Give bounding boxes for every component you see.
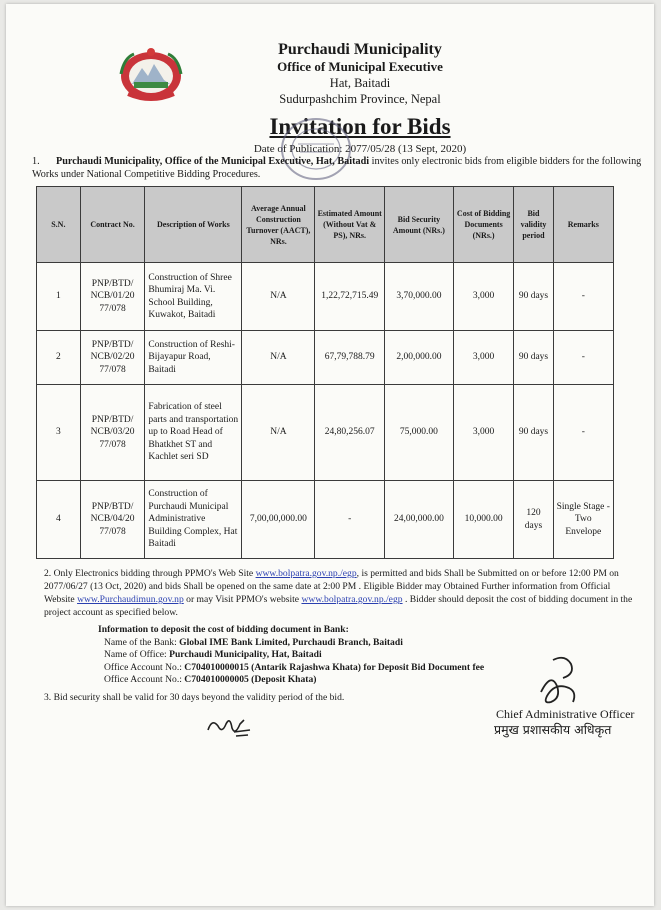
cell-estimate: 67,79,788.79	[315, 331, 384, 385]
cell-estimate: 24,80,256.07	[315, 385, 384, 481]
handwritten-signature-icon	[204, 712, 252, 742]
officer-signature-icon	[521, 652, 591, 712]
table-row	[37, 481, 614, 559]
cell-validity: 90 days	[514, 331, 553, 385]
office-name: Office of Municipal Executive	[277, 59, 443, 74]
header-estimate: Estimated Amount (Without Vat & PS), NRs.	[315, 187, 384, 263]
header-sn: S.N.	[37, 187, 81, 263]
cell-cost: 3,000	[453, 385, 514, 481]
intro-org: Purchaudi Municipality, Office of the Municipal Executive, Hat, Baitadi	[56, 156, 370, 167]
cell-sn: 4	[37, 481, 81, 559]
cell-validity: 120 days	[514, 481, 553, 559]
account-value-2: C704010000005 (Deposit Khata)	[184, 674, 317, 685]
cell-remarks: -	[553, 385, 613, 481]
cell-security: 2,00,000.00	[384, 331, 453, 385]
header-remarks: Remarks	[553, 187, 613, 263]
cell-remarks: -	[553, 331, 613, 385]
bank-name-label: Name of the Bank:	[104, 636, 180, 648]
cell-remarks: -	[553, 263, 613, 331]
cell-cost: 3,000	[453, 263, 514, 331]
bolpatra-link[interactable]: www.bolpatra.gov.np./egp	[255, 568, 357, 579]
cell-aact: 7,00,00,000.00	[242, 481, 315, 559]
cell-validity: 90 days	[514, 263, 553, 331]
cell-sn: 2	[37, 331, 81, 385]
cell-security: 24,00,000.00	[384, 481, 453, 559]
office-name-label: Name of Office:	[104, 649, 170, 660]
cell-remarks: Single Stage -Two Envelope	[553, 481, 613, 559]
office-name-value: Purchaudi Municipality, Hat, Baitadi	[169, 649, 322, 660]
table-header-row	[37, 187, 614, 263]
submission-text-1: 2. Only Electronics bidding through PPMO's Web Site	[44, 568, 256, 579]
bid-security-paragraph: 3. Bid security shall be valid for 30 days beyond the validity period of the bid.	[44, 692, 345, 703]
account-label-2: Office Account No.:	[104, 674, 185, 685]
table-row	[37, 263, 614, 331]
table-row	[37, 385, 614, 481]
page-title: Invitation for Bids	[269, 114, 451, 139]
cell-contract: PNP/BTD/ NCB/03/20 77/078	[80, 385, 145, 481]
bank-name-value: Global IME Bank Limited, Purchaudi Branch, Baitadi	[179, 636, 403, 648]
municipality-website-link[interactable]: www.Purchaudimun.gov.np	[77, 594, 184, 605]
cell-contract: PNP/BTD/ NCB/02/20 77/078	[80, 331, 145, 385]
header-aact: Average Annual Construction Turnover (AACT), NRs.	[242, 187, 315, 263]
cell-description: Construction of Purchaudi Municipal Administrative Building Complex, Hat Baitadi	[145, 481, 242, 559]
intro-number: 1.	[32, 156, 40, 167]
cell-security: 3,70,000.00	[384, 263, 453, 331]
cell-cost: 10,000.00	[453, 481, 514, 559]
ppmo-website-link[interactable]: www.bolpatra.gov.np./egp	[301, 594, 403, 605]
office-province: Sudurpashchim Province, Nepal	[279, 92, 441, 106]
cell-estimate: 1,22,72,715.49	[315, 263, 384, 331]
bank-info	[98, 624, 568, 687]
header-security: Bid Security Amount (NRs.)	[384, 187, 453, 263]
cell-description: Construction of Reshi-Bijayapur Road, Baitadi	[145, 331, 242, 385]
account-label-1: Office Account No.:	[104, 661, 185, 673]
cell-contract: PNP/BTD/ NCB/01/20 77/078	[80, 263, 145, 331]
cell-aact: N/A	[242, 331, 315, 385]
cell-contract: PNP/BTD/ NCB/04/20 77/078	[80, 481, 145, 559]
officer-title: Chief Administrative Officer	[496, 707, 635, 721]
document-page	[6, 4, 654, 906]
bids-table	[36, 186, 614, 559]
submission-text-3: or may Visit PPMO's website	[183, 594, 302, 605]
cell-sn: 1	[37, 263, 81, 331]
header-contract: Contract No.	[80, 187, 145, 263]
cell-estimate: -	[315, 481, 384, 559]
cell-description: Fabrication of steel parts and transportation up to Road Head of Bhatkhet ST and Kachlet seri SD	[145, 385, 242, 481]
cell-sn: 3	[37, 385, 81, 481]
header-description: Description of Works	[145, 187, 242, 263]
officer-title-nepali: प्रमुख प्रशासकीय अधिकृत	[494, 722, 612, 737]
header-cost: Cost of Bidding Documents (NRs.)	[453, 187, 514, 263]
org-name: Purchaudi Municipality	[278, 41, 442, 58]
header-validity: Bid validity period	[514, 187, 553, 263]
cell-aact: N/A	[242, 263, 315, 331]
cell-cost: 3,000	[453, 331, 514, 385]
publication-date: Date of Publication: 2077/05/28 (13 Sept, 2020)	[253, 143, 467, 155]
cell-aact: N/A	[242, 385, 315, 481]
cell-security: 75,000.00	[384, 385, 453, 481]
account-line-1	[98, 662, 568, 675]
account-value-1: C704010000015 (Antarik Rajashwa Khata) for Deposit Bid Document fee	[184, 661, 485, 673]
intro-paragraph	[32, 155, 644, 181]
submission-paragraph	[44, 567, 640, 619]
cell-description: Construction of Shree Bhumiraj Ma. Vi. School Building, Kuwakot, Baitadi	[145, 263, 242, 331]
submission-text-2: , is permitted and bids Shall be Submitted on or before 12:00 PM on 2077/06/27 (13 Oct, 2020) and bids Shall be opened on the same date at 2:00 PM . Eligible Bidder may Obtained Further information from Official Website	[44, 568, 619, 605]
cell-validity: 90 days	[514, 385, 553, 481]
bank-name-line	[98, 637, 568, 650]
intro-text: invites only electronic bids from eligible bidders for the following Works under National Competitive Bidding Procedures.	[32, 156, 642, 180]
bank-info-heading: Information to deposit the cost of bidding document in Bank:	[98, 624, 349, 635]
office-name-line	[98, 649, 568, 662]
submission-text-4: . Bidder should deposit the cost of bidding document in the project account as specified below.	[44, 594, 633, 618]
account-line-2	[98, 674, 568, 687]
table-row	[37, 331, 614, 385]
office-location: Hat, Baitadi	[329, 76, 391, 90]
